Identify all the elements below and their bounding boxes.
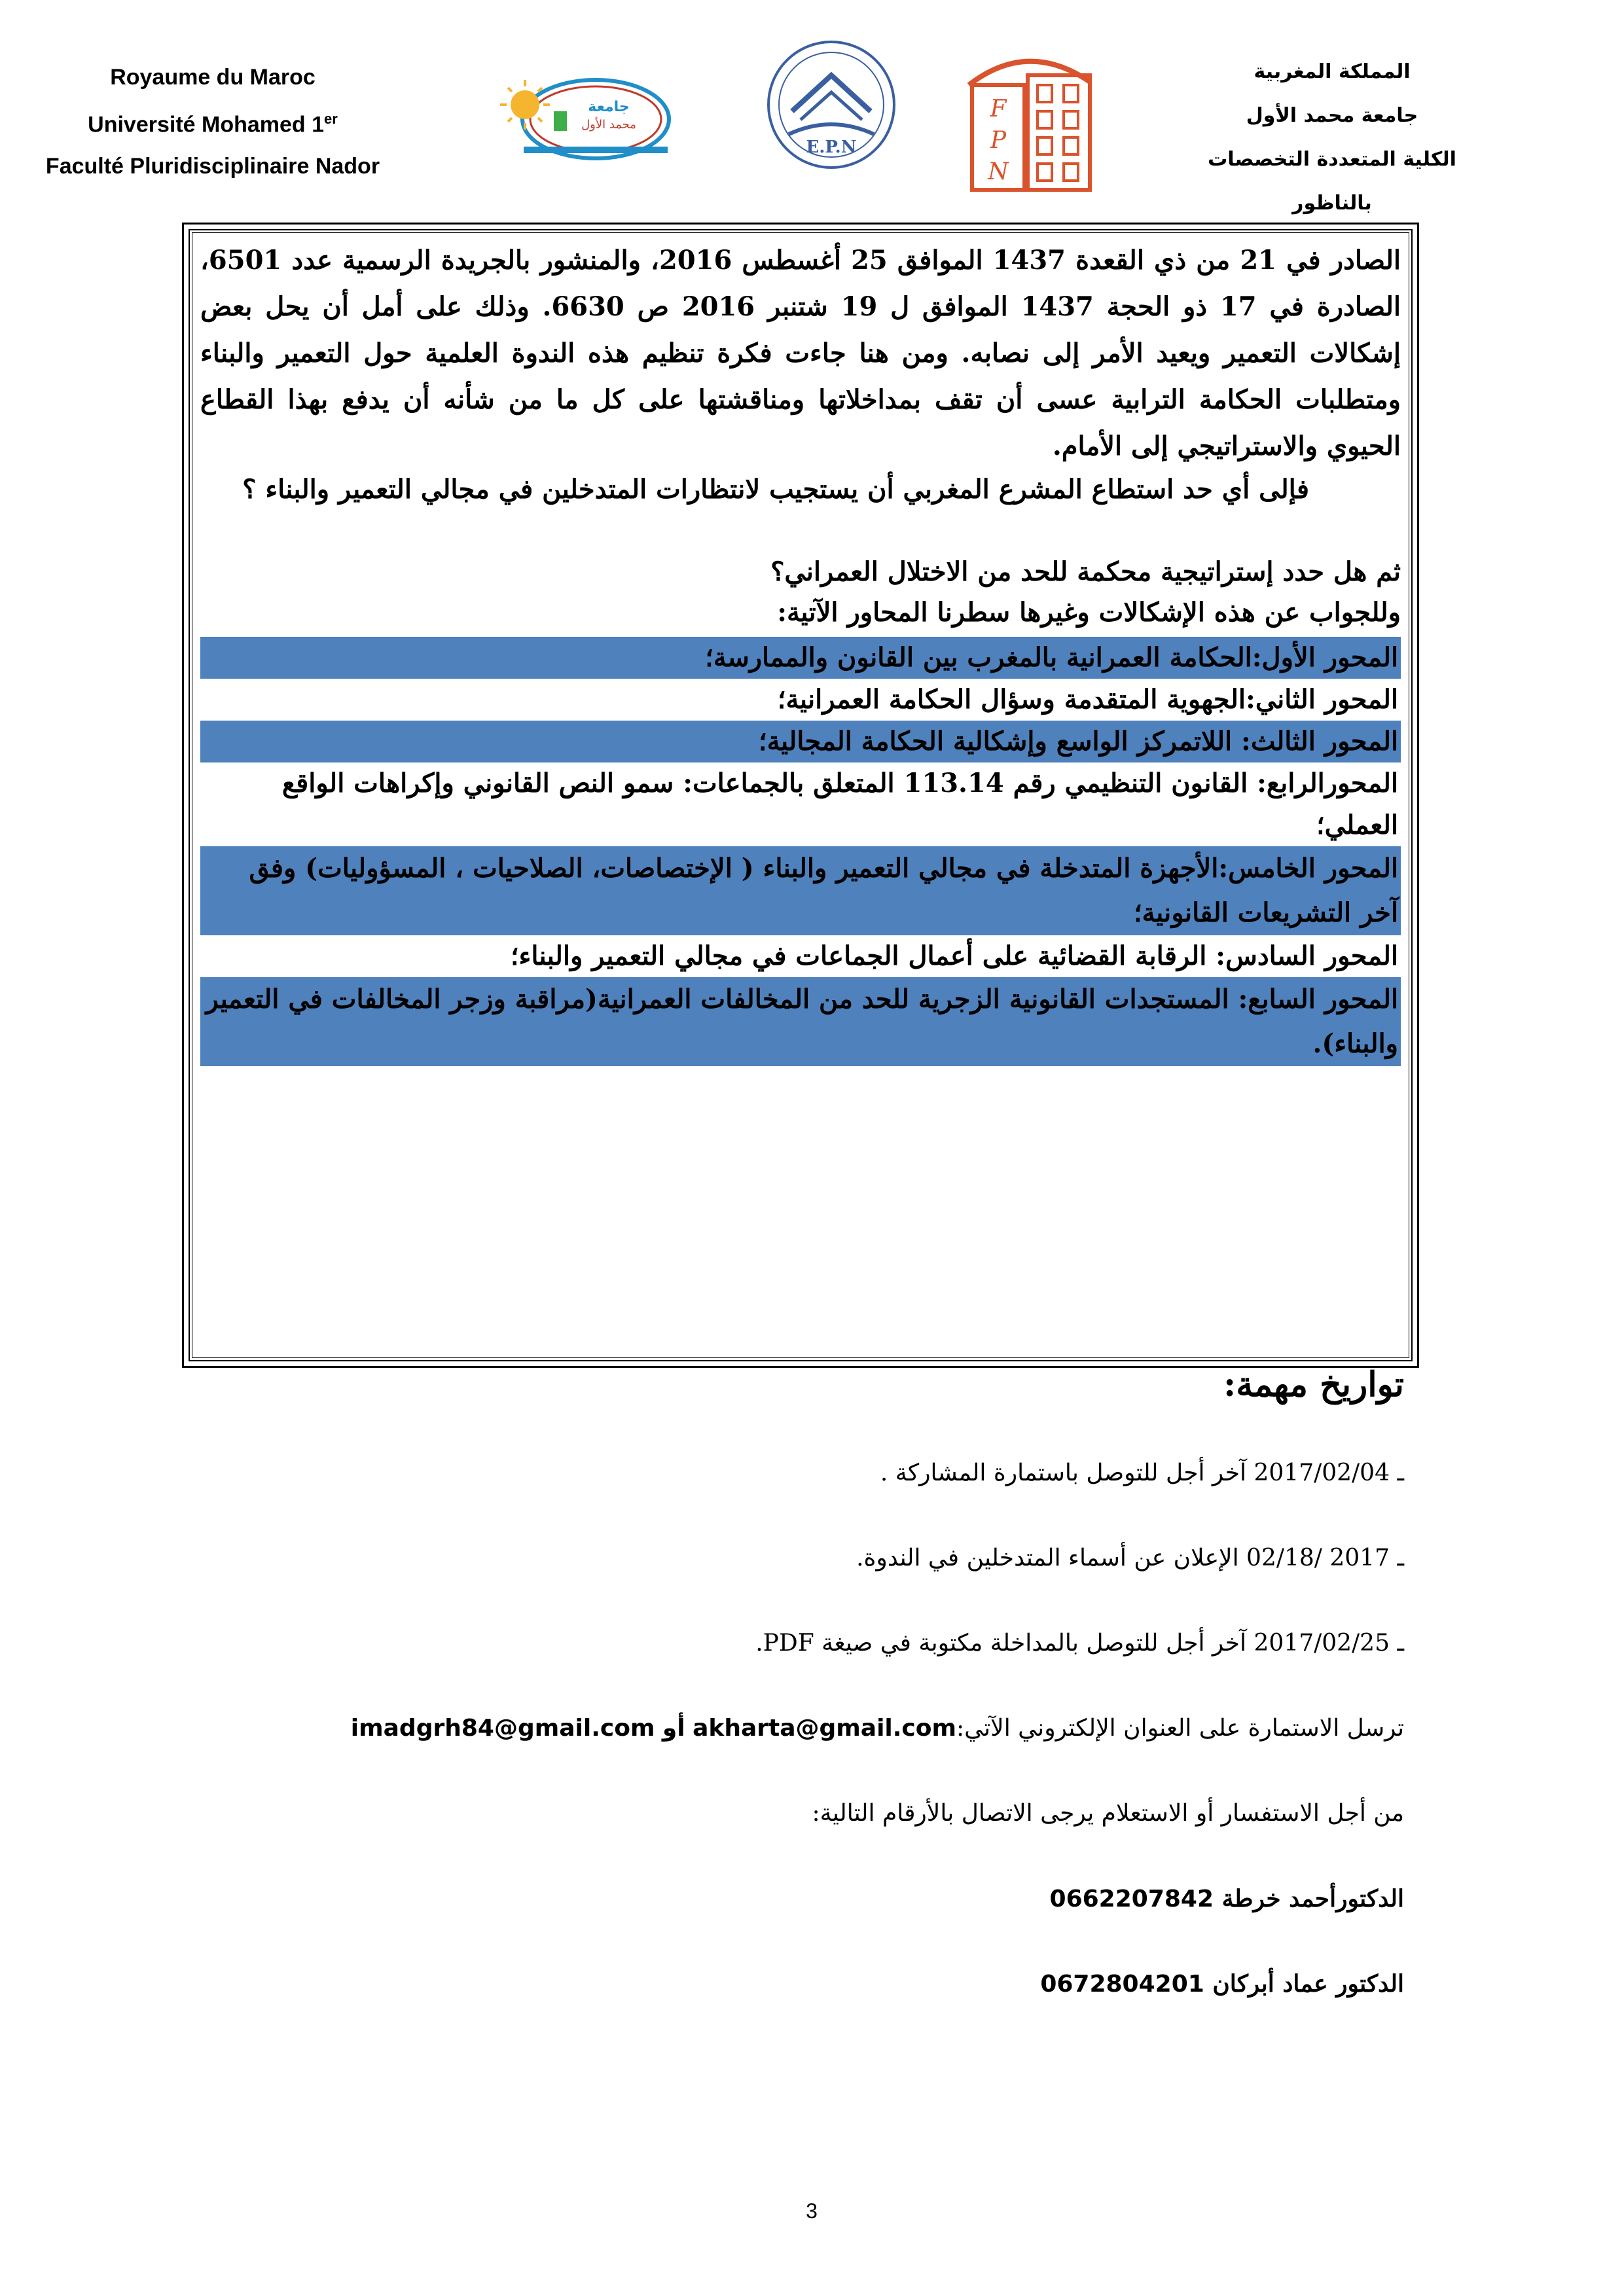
fpn-letter-n: N [988,158,1009,185]
axis-5: المحور الخامس:الأجهزة المتدخلة في مجالي التعمير والبناء ( الإختصاصات، الصلاحيات ، المسؤوليات) وفق آخر التشريعات القانونية؛ [200,846,1401,935]
contact-person-2: الدكتور عماد أبركان 0672804201 [1040,1970,1404,1998]
header-right [1168,50,1496,225]
answer-lead: وللجواب عن هذه الإشكالات وغيرها سطرنا المحاور الآتية: [777,597,1401,628]
axis-7: المحور السابع: المستجدات القانونية الزجرية للحد من المخالفات العمرانية(مراقبة وزجر المخالفات في التعمير والبناء). [200,977,1401,1066]
question-2: ثم هل حدد إستراتيجية محكمة للحد من الاختلال العمراني؟ [770,556,1401,587]
question-1: فإلى أي حد استطاع المشرع المغربي أن يستجيب لانتظارات المتدخلين في مجالي التعمير والبناء ؟ [242,474,1309,505]
email-link-imadgrh[interactable]: imadgrh84@gmail.com [350,1715,655,1742]
phone-number-1: 0662207842 [1049,1886,1214,1912]
date-value: 2017/02/04 [1254,1460,1390,1486]
axis-1: المحور الأول:الحكامة العمرانية بالمغرب بين القانون والممارسة؛ [200,637,1401,679]
axis-4: المحورالرابع: القانون التنظيمي رقم 113.14 المتعلق بالجماعات: سمو النص القانوني وإكراهات الواقع العملي؛ [200,762,1401,846]
master-logo-text: E.P.N [806,137,857,157]
svg-text:محمد الأول: محمد الأول [581,118,636,132]
phone-lead: من أجل الاستفسار أو الاستعلام يرجى الاتصال بالأرقام التالية: [812,1800,1404,1827]
header-university-ar: جامعة محمد الأول [1246,104,1418,127]
header-kingdom-fr: Royaume du Maroc [110,65,316,90]
date-item-3: ـ 2017/02/25 آخر أجل للتوصل بالمداخلة مكتوبة في صيغة PDF. [755,1630,1404,1657]
date-item-1: ـ 2017/02/04 آخر أجل للتوصل باستمارة المشاركة . [880,1460,1404,1486]
date-value: 2017/02/25 [1254,1630,1390,1657]
fpn-letter-f: F [990,96,1007,122]
header-faculty-ar: الكلية المتعددة التخصصات بالناظور [1208,148,1456,215]
header-university-fr: Université Mohamed 1er [88,111,338,137]
contact-person-1: الدكتورأحمد خرطة 0662207842 [1049,1885,1404,1912]
intro-paragraph: الصادر في 21 من ذي القعدة 1437 الموافق 25 أغسطس 2016، والمنشور بالجريدة الرسمية عدد 6501، الصادرة في 17 ذو الحجة 1437 الموافق ل 19 شتنبر 2016 ص 6630. وذلك على أمل أن يحل بعض إشكالات التعمير ويعيد الأمر إلى نصابه. ومن هنا جاءت فكرة تنظيم هذه الندوة العلمية حول التعمير والبناء ومتطلبات الحكامة الترابية عسى أن تقف بمداخلاتها ومناقشتها على كل ما من شأنه أن يدفع بهذا القطاع الحيوي والاستراتيجي إلى الأمام. [200,245,1401,461]
email-link-akharta[interactable]: akharta@gmail.com [693,1715,957,1742]
master-logo [763,36,900,173]
page-number: 3 [806,2199,818,2223]
header-left [26,56,399,187]
svg-text:جامعة: جامعة [588,99,630,115]
fpn-letter-p: P [990,127,1007,154]
frame-content [200,237,1401,1066]
header-kingdom-ar: المملكة المغربية [1254,60,1411,83]
fpn-logo [956,46,1106,193]
axis-2: المحور الثاني:الجهوية المتقدمة وسؤال الحكامة العمرانية؛ [200,679,1401,721]
axis-3: المحور الثالث: اللاتمركز الواسع وإشكالية الحكامة المجالية؛ [200,721,1401,762]
date-item-2: ـ 2017 /02/18 الإعلان عن أسماء المتدخلين في الندوة. [856,1545,1404,1571]
dates-title: تواريخ مهمة: [1223,1365,1404,1405]
axis-6: المحور السادس: الرقابة القضائية على أعمال الجماعات في مجالي التعمير والبناء؛ [200,935,1401,977]
email-line: ترسل الاستمارة على العنوان الإلكتروني الآتي:akharta@gmail.com أو imadgrh84@gmail.com [350,1715,1404,1742]
phone-number-2: 0672804201 [1040,1971,1204,1998]
date-value: 2017 /02/18 [1246,1545,1390,1571]
header-faculty-fr: Faculté Pluridisciplinaire Nador [45,154,380,179]
university-logo [497,65,674,170]
